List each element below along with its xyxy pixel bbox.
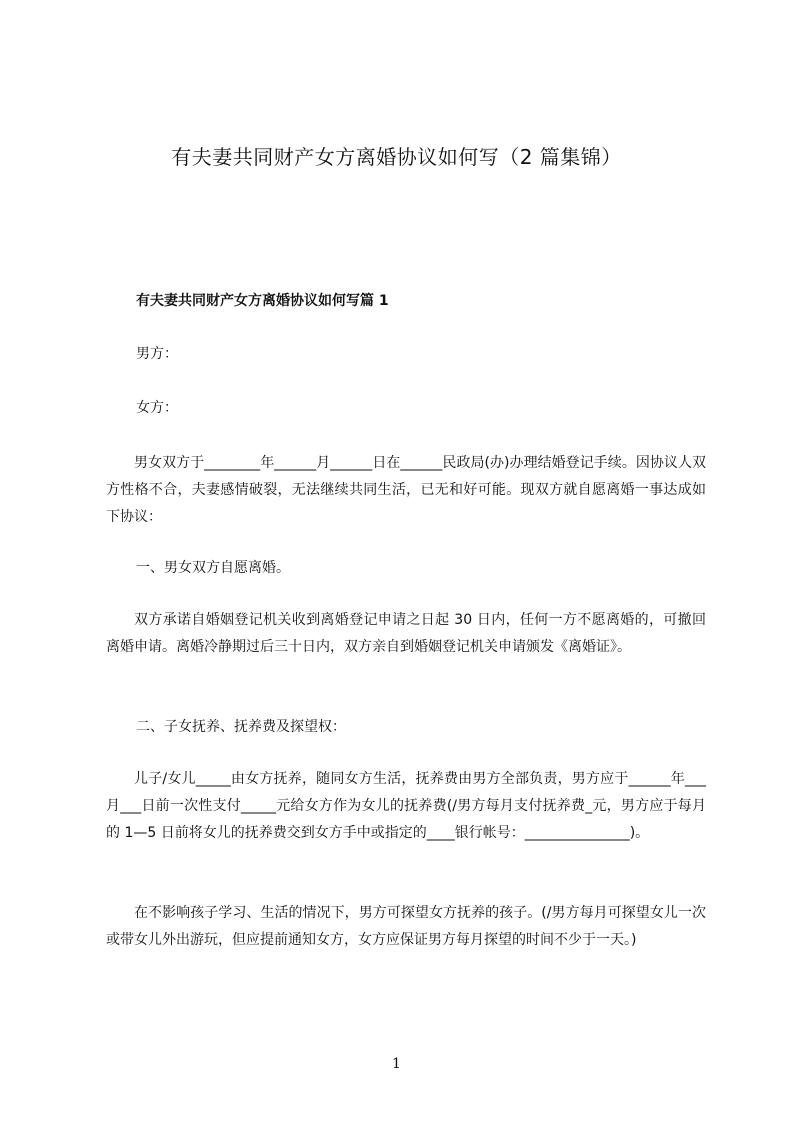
page-number: 1 <box>392 1056 401 1072</box>
intro-paragraph: 男女双方于________年______月______日在______民政局(办)办理结婚登记手续。因协议人双方性格不合，夫妻感情破裂，无法继续共同生活，已无和好可能。现双方就自愿离婚一事达成如下协议： <box>106 455 706 525</box>
clause-2-paragraph-visitation: 在不影响孩子学习、生活的情况下，男方可探望女方抚养的孩子。(/男方每月可探望女儿一次或带女儿外出游玩，但应提前通知女方，女方应保证男方每月探望的时间不少于一天。) <box>106 905 706 948</box>
party-male-label: 男方： <box>136 346 178 362</box>
document-title: 有夫妻共同财产女方离婚协议如何写（2 篇集锦） <box>171 145 622 169</box>
clause-2-paragraph-support: 儿子/女儿_____由女方抚养，随同女方生活，抚养费由男方全部负责，男方应于______年___月___日前一次性支付_____元给女方作为女儿的抚养费(/男方每月支付抚养费_元，男方应于每月的 1—5 日前将女儿的抚养费交到女方手中或指定的____银行帐号：_______________)。 <box>106 771 706 841</box>
clause-1-heading: 一、男女双方自愿离婚。 <box>136 560 290 576</box>
clause-2-heading: 二、子女抚养、抚养费及探望权： <box>136 719 346 735</box>
section-heading: 有夫妻共同财产女方离婚协议如何写篇 1 <box>136 293 389 309</box>
party-female-label: 女方： <box>136 400 178 416</box>
clause-1-paragraph: 双方承诺自婚姻登记机关收到离婚登记申请之日起 30 日内，任何一方不愿离婚的，可撤回离婚申请。离婚冷静期过后三十日内，双方亲自到婚姻登记机关申请颁发《离婚证》。 <box>106 612 706 655</box>
